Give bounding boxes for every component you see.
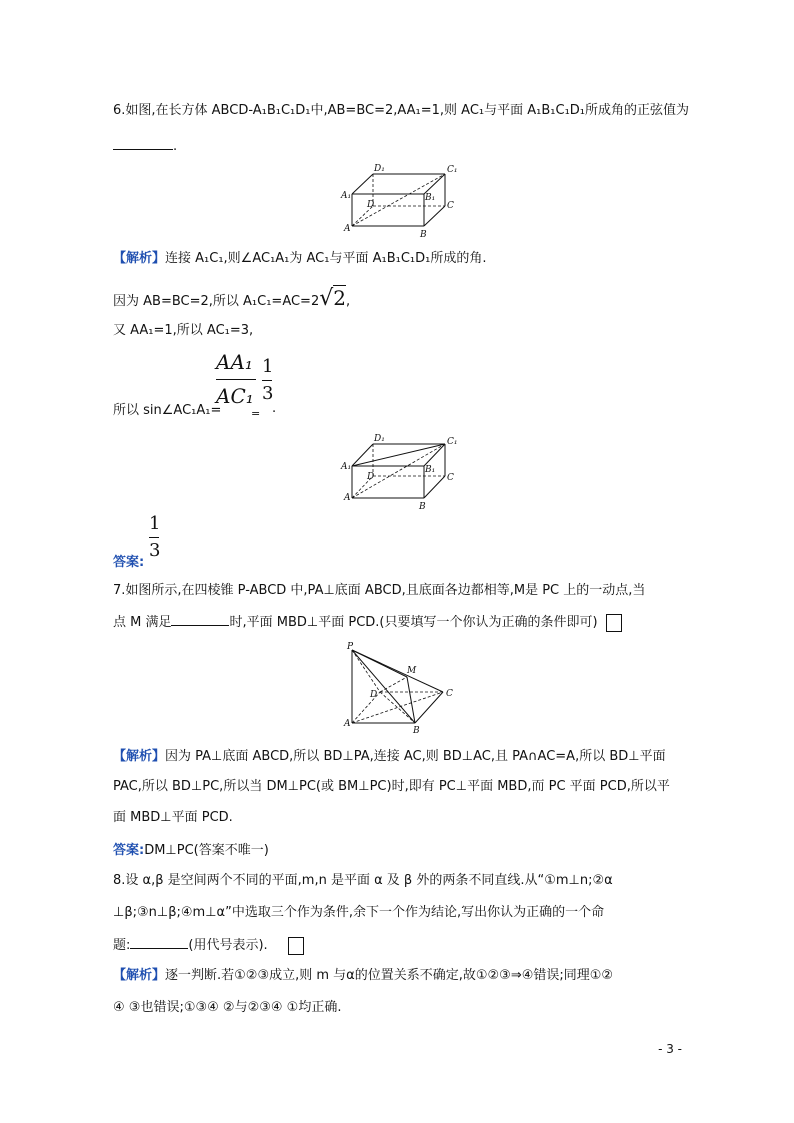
fig2-label-A: A bbox=[344, 493, 351, 503]
page-number: - 3 - bbox=[658, 1042, 682, 1056]
fig2-label-B1: B₁ bbox=[425, 465, 436, 475]
fig3-label-M: M bbox=[407, 666, 417, 676]
fig1-label-D1: D₁ bbox=[374, 164, 385, 174]
period: . bbox=[272, 401, 277, 416]
q6-solution-line4: 所以 sin∠AC₁A₁= bbox=[113, 403, 222, 418]
one-third-bar bbox=[262, 380, 272, 381]
fig1-label-C: C bbox=[447, 201, 454, 211]
q6-stem-line1: 6.如图,在长方体 ABCD-A₁B₁C₁D₁中,AB=BC=2,AA₁=1,则 AC₁与平面 A₁B₁C₁D₁所成角的正弦值为 bbox=[113, 103, 690, 118]
fig1-label-A1: A₁ bbox=[341, 191, 352, 201]
fig1-label-C1: C₁ bbox=[447, 165, 458, 175]
checkbox-placeholder-2 bbox=[288, 937, 304, 955]
q7-figure-pyramid bbox=[340, 640, 460, 735]
q6-solution-line2: 因为 AB=BC=2,所以 A₁C₁=AC=2√2, bbox=[113, 286, 351, 311]
fig3-label-B: B bbox=[413, 726, 420, 735]
q8-solution-line2: ④ ③也错误;①③④ ②与②③④ ①均正确. bbox=[113, 1000, 342, 1015]
q6-solution-line3: 又 AA₁=1,所以 AC₁=3, bbox=[113, 323, 254, 338]
fig3-label-C: C bbox=[446, 689, 453, 699]
q8-solution-line1: 【解析】逐一判断.若①②③成立,则 m 与α的位置关系不确定,故①②③⇒④错误;同理①② bbox=[113, 968, 614, 983]
q7-answer-blank[interactable] bbox=[171, 611, 229, 626]
q7-solution-tag: 【解析】 bbox=[113, 749, 166, 764]
fig3-label-P: P bbox=[347, 642, 354, 652]
q8-stem-line2: ⊥β;③n⊥β;④m⊥α”中选取三个作为条件,余下一个作为结论,写出你认为正确的一个命 bbox=[113, 905, 605, 920]
q6-solution-figure-cuboid bbox=[340, 430, 470, 512]
q8-answer-blank[interactable] bbox=[130, 934, 188, 949]
q8-stem-line3: 题: (用代号表示). bbox=[113, 934, 304, 956]
sqrt-sign: √ bbox=[319, 286, 334, 311]
q7-answer-label: 答案: bbox=[113, 843, 145, 858]
q8-stem-line1: 8.设 α,β 是空间两个不同的平面,m,n 是平面 α 及 β 外的两条不同直线.从“①m⊥n;②α bbox=[113, 873, 613, 888]
fig1-label-B: B bbox=[420, 230, 427, 240]
q6-solution-tag: 【解析】 bbox=[113, 251, 166, 266]
fig3-label-D: D bbox=[370, 690, 378, 700]
q7-solution-line3: 面 MBD⊥平面 PCD. bbox=[113, 810, 233, 825]
q7-answer-line bbox=[113, 841, 269, 861]
q6-stem-line2: . bbox=[113, 135, 177, 157]
q6-answer-blank[interactable] bbox=[113, 135, 173, 150]
q6-solution-line1: 【解析】连接 A₁C₁,则∠AC₁A₁为 AC₁与平面 A₁B₁C₁D₁所成的角. bbox=[113, 251, 487, 266]
fig1-label-D: D bbox=[367, 200, 375, 210]
q7-stem-line1: 7.如图所示,在四棱锥 P-ABCD 中,PA⊥底面 ABCD,且底面各边都相等,M是 PC 上的一动点,当 bbox=[113, 583, 646, 598]
one-third-numerator: 1 bbox=[262, 356, 274, 377]
sqrt-argument: 2 bbox=[333, 286, 346, 310]
one-third-denominator: 3 bbox=[262, 383, 274, 404]
q7-answer-text: DM⊥PC(答案不唯一) bbox=[144, 843, 269, 858]
q6-figure-cuboid bbox=[340, 160, 470, 240]
equals-sign: = bbox=[251, 407, 261, 420]
answer-fraction-bar bbox=[149, 537, 159, 538]
fig2-label-D: D bbox=[367, 472, 375, 482]
answer-fraction-denominator: 3 bbox=[149, 540, 161, 561]
fig3-label-A: A bbox=[344, 719, 351, 729]
q7-stem-line2: 点 M 满足 时,平面 MBD⊥平面 PCD.(只要填写一个你认为正确的条件即可) bbox=[113, 611, 622, 633]
fig2-label-D1: D₁ bbox=[374, 434, 385, 444]
sin-fraction-denominator: AC₁ bbox=[216, 384, 254, 408]
q8-solution-tag: 【解析】 bbox=[113, 968, 166, 983]
q7-solution-line2: PAC,所以 BD⊥PC,所以当 DM⊥PC(或 BM⊥PC)时,即有 PC⊥平面 MBD,而 PC 平面 PCD,所以平 bbox=[113, 779, 670, 794]
q7-solution-line1: 【解析】因为 PA⊥底面 ABCD,所以 BD⊥PA,连接 AC,则 BD⊥AC,且 PA∩AC=A,所以 BD⊥平面 bbox=[113, 749, 666, 764]
checkbox-placeholder bbox=[606, 614, 622, 632]
fig1-label-B1: B₁ bbox=[425, 193, 436, 203]
fig2-label-B: B bbox=[419, 502, 426, 512]
fig1-label-A: A bbox=[344, 224, 351, 234]
fig2-label-C: C bbox=[447, 473, 454, 483]
sin-fraction-numerator: AA₁ bbox=[216, 350, 253, 374]
q6-answer-label: 答案: bbox=[113, 555, 145, 570]
fig2-label-C1: C₁ bbox=[447, 437, 458, 447]
answer-fraction-numerator: 1 bbox=[149, 513, 161, 534]
sin-fraction-bar bbox=[216, 379, 256, 380]
fig2-label-A1: A₁ bbox=[341, 462, 352, 472]
